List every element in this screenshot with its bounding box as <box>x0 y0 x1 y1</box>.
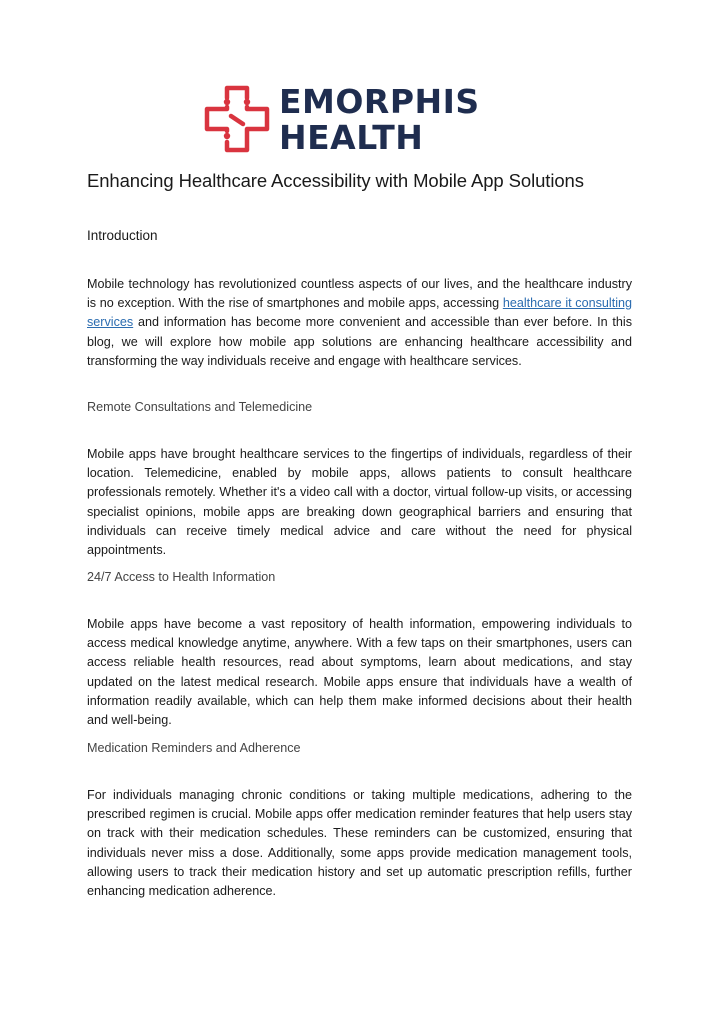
document-title: Enhancing Healthcare Accessibility with Mobile App Solutions <box>87 170 584 191</box>
intro-heading: Introduction <box>87 228 158 243</box>
intro-text-after-link: and information has become more convenient and accessible than ever before. In this blog, we will explore how mobile app solutions are enhancing healthcare accessibility and transforming the way individuals receive and engage with healthcare services. <box>87 315 632 368</box>
logo <box>203 84 480 156</box>
section-heading-telemedicine: Remote Consultations and Telemedicine <box>87 400 313 414</box>
section-body-telemedicine: Mobile apps have brought healthcare services to the fingertips of individuals, regardless of their location. Telemedicine, enabled by mobile apps, allows patients to consult healthcare professionals remotely. Whether it's a video call with a doctor, virtual follow-up visits, or accessing specialist opinions, mobile apps are breaking down geographical barriers and ensuring that individuals can receive timely medical advice and care without the need for physical appointments. <box>87 447 632 558</box>
section-heading-health-info: 24/7 Access to Health Information <box>87 570 276 584</box>
logo-line-1: EMORPHIS <box>279 82 480 121</box>
intro-text-before-link: Mobile technology has revolutionized countless aspects of our lives, and the healthcare industry is no exception. With the rise of smartphones and mobile apps, accessing <box>87 277 632 311</box>
medical-cross-icon <box>203 84 271 156</box>
healthcare-consulting-link[interactable]: healthcare it consulting services <box>87 296 632 330</box>
intro-paragraph <box>87 275 632 371</box>
section-body-medication: For individuals managing chronic conditions or taking multiple medications, adhering to the prescribed regimen is crucial. Mobile apps offer medication reminder features that help users stay on track with their medication schedules. These reminders can be customized, ensuring that individuals never miss a dose. Additionally, some apps provide medication management tools, allowing users to track their medication history and set up automatic prescription refills, further enhancing medication adherence. <box>87 788 632 899</box>
logo-wordmark <box>279 84 480 156</box>
section-heading-medication: Medication Reminders and Adherence <box>87 741 301 755</box>
section-body-health-info: Mobile apps have become a vast repository of health information, empowering individuals to access medical knowledge anytime, anywhere. With a few taps on their smartphones, users can access reliable health resources, read about symptoms, learn about medications, and stay updated on the latest medical research. Mobile apps ensure that individuals have a wealth of information readily available, which can help them make informed decisions about their health and well-being. <box>87 617 632 728</box>
logo-line-2: HEALTH <box>279 118 424 157</box>
